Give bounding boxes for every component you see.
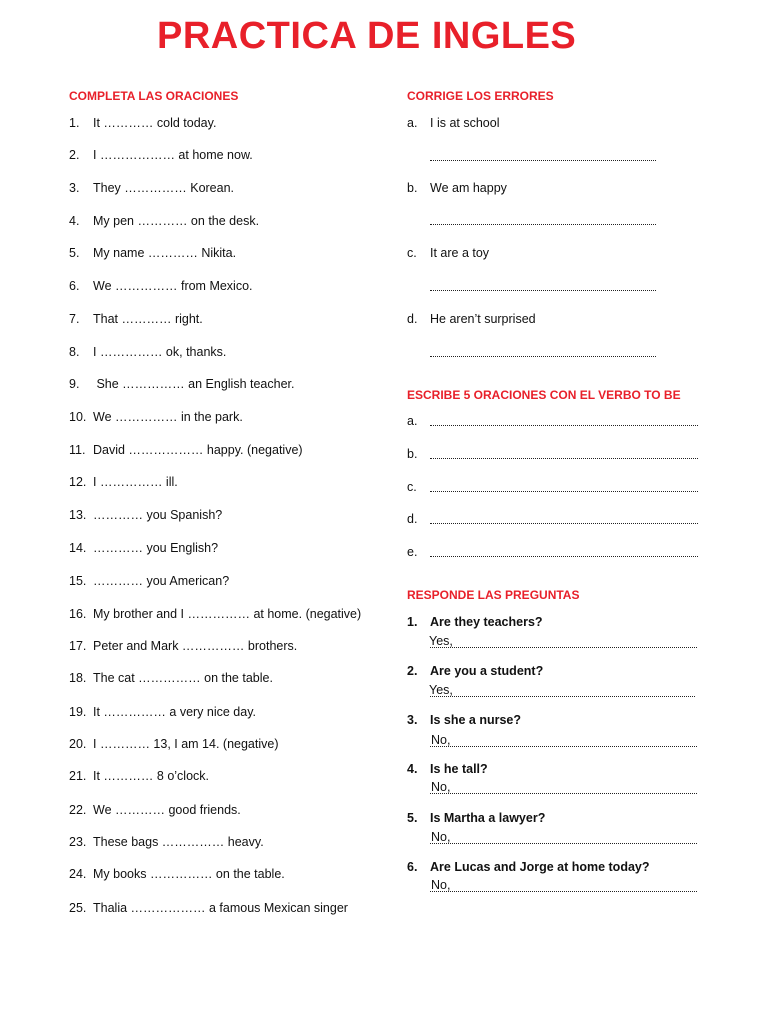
completa-item: [69, 116, 216, 130]
item-text: We …………… from Mexico.: [93, 279, 253, 293]
question-item: [407, 615, 543, 629]
question-text: Is he tall?: [430, 762, 488, 776]
answer-prefix: No,: [431, 780, 451, 794]
completa-item: [69, 639, 297, 653]
completa-item: [69, 671, 273, 685]
question-item: [407, 811, 545, 825]
question-item: [407, 713, 521, 727]
responde-heading: RESPONDE LAS PREGUNTAS: [407, 588, 580, 602]
escribe-item: [407, 414, 430, 428]
completa-item: [69, 410, 243, 424]
completa-item: [69, 377, 294, 391]
corrige-item: [407, 246, 489, 260]
question-number: 1.: [407, 615, 418, 629]
completa-item: [69, 246, 236, 260]
completa-item: [69, 574, 229, 588]
item-text: He aren’t surprised: [430, 312, 536, 326]
answer-line[interactable]: [430, 793, 697, 794]
item-text: ………… you Spanish?: [93, 508, 223, 522]
corrige-item: [407, 181, 507, 195]
item-number: 23.: [69, 835, 87, 849]
answer-line[interactable]: [430, 891, 697, 892]
answer-line[interactable]: [430, 290, 656, 291]
item-text: She …………… an English teacher.: [93, 377, 295, 391]
item-number: 17.: [69, 639, 87, 653]
question-text: Is Martha a lawyer?: [430, 811, 546, 825]
corrige-heading: CORRIGE LOS ERRORES: [407, 89, 554, 103]
answer-line[interactable]: [430, 556, 698, 557]
item-letter: b.: [407, 181, 418, 195]
item-text: My books …………… on the table.: [93, 867, 285, 881]
item-text: My name ………… Nikita.: [93, 246, 237, 260]
question-item: [407, 664, 543, 678]
escribe-item: [407, 545, 430, 559]
answer-line[interactable]: [430, 458, 698, 459]
completa-item: [69, 148, 253, 162]
item-number: 3.: [69, 181, 80, 195]
escribe-item: [407, 480, 430, 494]
answer-prefix: No,: [431, 878, 451, 892]
answer-line[interactable]: [430, 523, 698, 524]
completa-item: [69, 835, 264, 849]
item-text: We am happy: [430, 181, 507, 195]
item-number: 10.: [69, 410, 87, 424]
item-text: I …………… ill.: [93, 475, 178, 489]
item-letter: a.: [407, 414, 418, 428]
item-letter: d.: [407, 312, 418, 326]
question-item: [407, 762, 488, 776]
answer-prefix: No,: [431, 733, 451, 747]
item-number: 12.: [69, 475, 87, 489]
question-number: 2.: [407, 664, 418, 678]
answer-line[interactable]: [430, 356, 656, 357]
item-text: We …………… in the park.: [93, 410, 243, 424]
answer-line[interactable]: [430, 843, 697, 844]
answer-line[interactable]: [430, 696, 695, 697]
completa-heading: COMPLETA LAS ORACIONES: [69, 89, 239, 103]
completa-item: [69, 312, 203, 326]
item-text: It ………… cold today.: [93, 116, 217, 130]
answer-line[interactable]: [430, 746, 697, 747]
completa-item: [69, 901, 348, 915]
item-text: Thalia ……………… a famous Mexican singer: [93, 901, 348, 915]
item-number: 19.: [69, 705, 87, 719]
item-text: David ……………… happy. (negative): [93, 443, 303, 457]
answer-line[interactable]: [430, 224, 656, 225]
question-text: Are they teachers?: [430, 615, 543, 629]
item-number: 21.: [69, 769, 87, 783]
item-text: I is at school: [430, 116, 500, 130]
item-number: 20.: [69, 737, 87, 751]
question-number: 5.: [407, 811, 418, 825]
completa-item: [69, 769, 209, 783]
item-number: 5.: [69, 246, 80, 260]
answer-prefix: No,: [431, 830, 451, 844]
question-text: Are Lucas and Jorge at home today?: [430, 860, 650, 874]
corrige-item: [407, 116, 499, 130]
item-letter: b.: [407, 447, 418, 461]
question-text: Are you a student?: [430, 664, 544, 678]
item-number: 11.: [69, 443, 86, 457]
escribe-item: [407, 512, 430, 526]
item-letter: d.: [407, 512, 418, 526]
corrige-item: [407, 312, 536, 326]
item-text: We ………… good friends.: [93, 803, 241, 817]
item-text: My brother and I …………… at home. (negative): [93, 607, 362, 621]
completa-item: [69, 475, 178, 489]
completa-item: [69, 508, 222, 522]
question-number: 4.: [407, 762, 418, 776]
item-number: 6.: [69, 279, 80, 293]
item-text: ………… you English?: [93, 541, 219, 555]
question-item: [407, 860, 650, 874]
item-number: 13.: [69, 508, 87, 522]
answer-prefix: Yes,: [429, 634, 453, 648]
item-letter: c.: [407, 246, 417, 260]
item-number: 22.: [69, 803, 87, 817]
item-number: 7.: [69, 312, 80, 326]
question-number: 6.: [407, 860, 418, 874]
item-number: 8.: [69, 345, 80, 359]
item-text: The cat …………… on the table.: [93, 671, 273, 685]
item-number: 2.: [69, 148, 80, 162]
answer-prefix: Yes,: [429, 683, 453, 697]
completa-item: [69, 345, 226, 359]
completa-item: [69, 867, 285, 881]
item-number: 24.: [69, 867, 87, 881]
item-text: That ………… right.: [93, 312, 203, 326]
item-letter: e.: [407, 545, 418, 559]
item-text: They …………… Korean.: [93, 181, 235, 195]
item-text: It are a toy: [430, 246, 490, 260]
completa-item: [69, 705, 256, 719]
item-number: 4.: [69, 214, 80, 228]
item-number: 15.: [69, 574, 87, 588]
completa-item: [69, 541, 218, 555]
item-text: I ………… 13, I am 14. (negative): [93, 737, 279, 751]
completa-item: [69, 214, 259, 228]
page-title: PRACTICA DE INGLES: [157, 15, 577, 57]
item-letter: a.: [407, 116, 418, 130]
item-text: ………… you American?: [93, 574, 230, 588]
completa-item: [69, 737, 279, 751]
item-number: 9.: [69, 377, 80, 391]
item-text: My pen ………… on the desk.: [93, 214, 260, 228]
item-text: I ……………… at home now.: [93, 148, 253, 162]
item-text: These bags …………… heavy.: [93, 835, 264, 849]
escribe-item: [407, 447, 430, 461]
item-letter: c.: [407, 480, 417, 494]
question-text: Is she a nurse?: [430, 713, 522, 727]
answer-line[interactable]: [430, 491, 698, 492]
completa-item: [69, 607, 361, 621]
item-number: 14.: [69, 541, 87, 555]
completa-item: [69, 279, 253, 293]
completa-item: [69, 443, 303, 457]
item-text: It ………… 8 o’clock.: [93, 769, 209, 783]
item-number: 1.: [69, 116, 80, 130]
question-number: 3.: [407, 713, 418, 727]
escribe-heading: ESCRIBE 5 ORACIONES CON EL VERBO TO BE: [407, 388, 681, 402]
item-number: 16.: [69, 607, 87, 621]
completa-item: [69, 803, 241, 817]
answer-line[interactable]: [430, 160, 656, 161]
answer-line[interactable]: [430, 647, 697, 648]
item-text: I …………… ok, thanks.: [93, 345, 227, 359]
completa-item: [69, 181, 234, 195]
item-number: 25.: [69, 901, 87, 915]
item-text: It …………… a very nice day.: [93, 705, 257, 719]
item-number: 18.: [69, 671, 87, 685]
item-text: Peter and Mark …………… brothers.: [93, 639, 298, 653]
answer-line[interactable]: [430, 425, 698, 426]
